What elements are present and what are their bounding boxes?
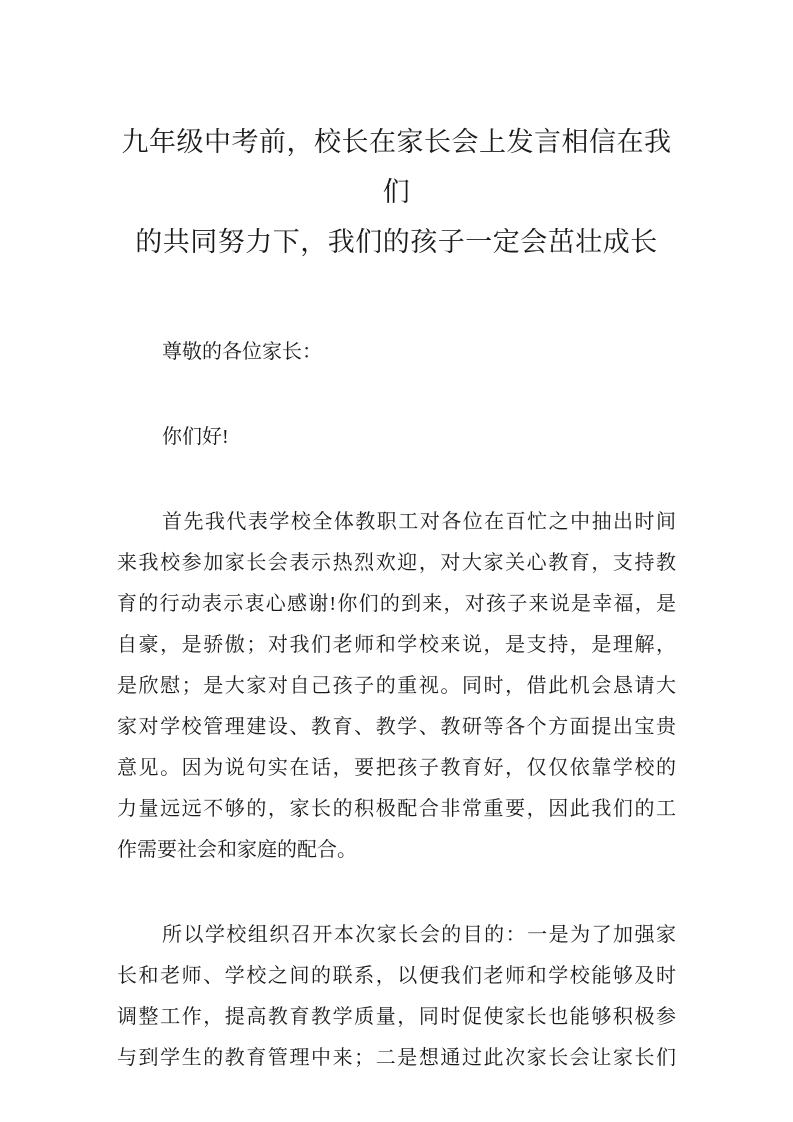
text-line: 意见。因为说句实在话，要把孩子教育好，仅仅依靠学校的 [117,757,676,779]
body-paragraph-2 [117,915,676,1079]
text-line: 所以学校组织召开本次家长会的目的：一是为了加强家 [162,924,676,946]
text-line: 首先我代表学校全体教职工对各位在百忙之中抽出时间 [162,511,676,533]
text-line: 力量远远不够的，家长的积极配合非常重要，因此我们的工 [117,798,676,820]
text-line: 家对学校管理建设、教育、教学、教研等各个方面提出宝贵 [117,716,676,738]
title-line-1: 九年级中考前，校长在家长会上发言相信在我们 [121,127,672,207]
text-line: 作需要社会和家庭的配合。 [117,839,357,861]
greeting-line: 你们好! [162,426,229,448]
body-paragraph-1 [117,502,676,871]
text-line: 自豪，是骄傲；对我们老师和学校来说，是支持，是理解， [117,634,676,656]
text-line: 育的行动表示衷心感谢!你们的到来，对孩子来说是幸福，是 [117,593,676,615]
document-title [117,117,676,267]
text-line: 来我校参加家长会表示热烈欢迎，对大家关心教育，支持教 [117,552,676,574]
greeting-paragraph [117,417,676,458]
title-line-2: 的共同努力下，我们的孩子一定会茁壮成长 [135,227,658,257]
text-line: 是欣慰；是大家对自己孩子的重视。同时，借此机会恳请大 [117,675,676,697]
text-line: 调整工作，提高教育教学质量，同时促使家长也能够积极参 [117,1006,676,1028]
text-line: 与到学生的教育管理中来；二是想通过此次家长会让家长们 [117,1047,676,1069]
salutation-line: 尊敬的各位家长： [162,341,322,363]
salutation-paragraph [117,332,676,373]
text-line: 长和老师、学校之间的联系，以便我们老师和学校能够及时 [117,965,676,987]
